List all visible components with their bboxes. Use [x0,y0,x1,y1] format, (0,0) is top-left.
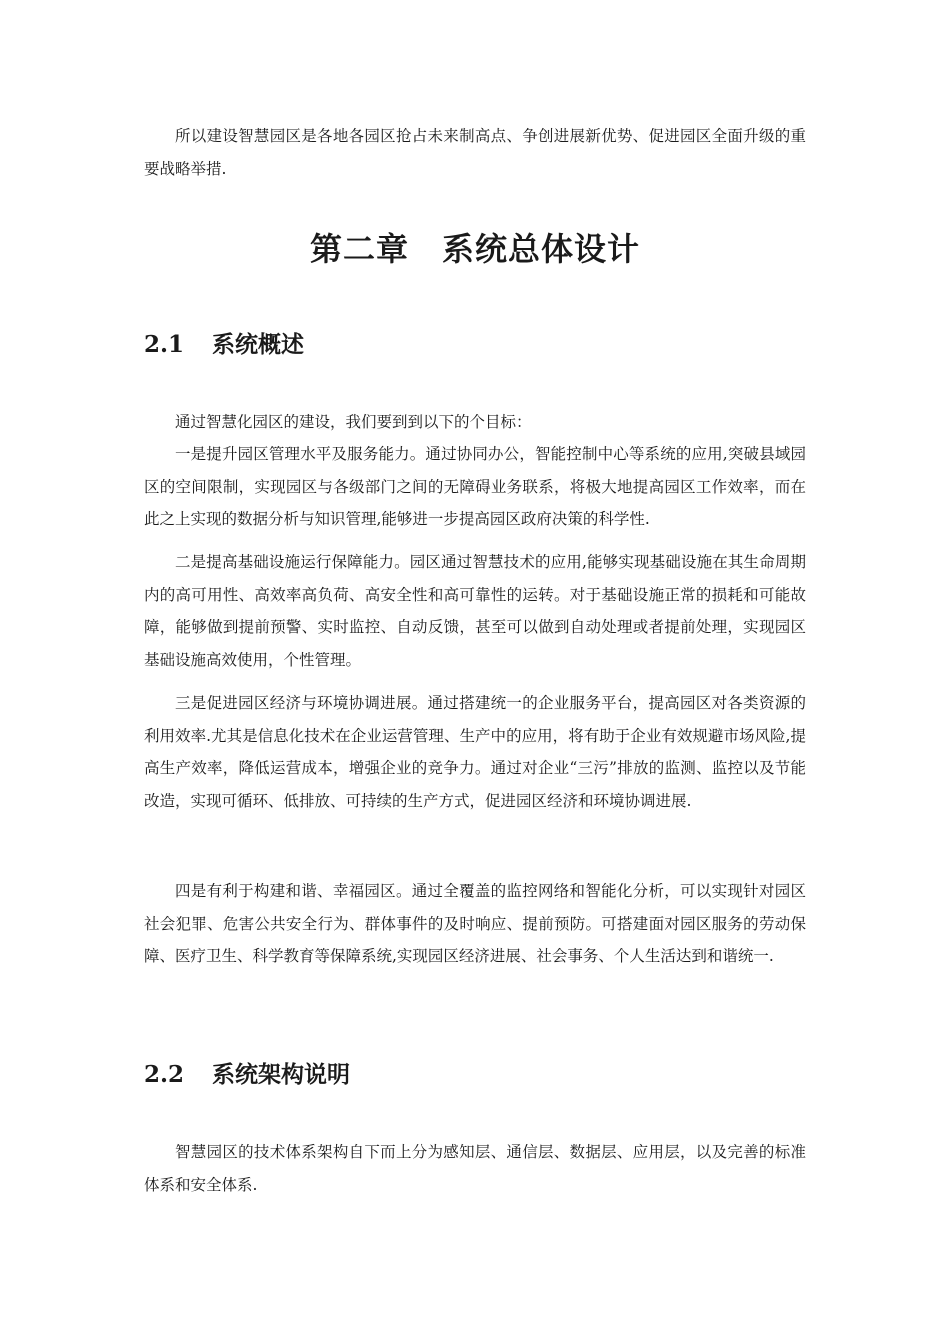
section-number: 2.2 [144,1061,185,1088]
body-paragraph: 智慧园区的技术体系架构自下而上分为感知层、通信层、数据层、应用层，以及完善的标准体系和安全体系. [144,1143,806,1194]
section-heading-2-2 [144,1056,350,1089]
body-paragraph: 二是提高基础设施运行保障能力。园区通过智慧技术的应用,能够实现基础设施在其生命周期内的高可用性、高效率高负荷、高安全性和高可靠性的运转。对于基础设施正常的损耗和可能故障，能够做到提前预警、实时监控、自动反馈，甚至可以做到自动处理或者提前处理，实现园区基础设施高效使用，个性管理。 [144,553,806,669]
body-paragraph: 一是提升园区管理水平及服务能力。通过协同办公，智能控制中心等系统的应用,突破县域园区的空间限制，实现园区与各级部门之间的无障碍业务联系，将极大地提高园区工作效率，而在此之上实现的数据分析与知识管理,能够进一步提高园区政府决策的科学性. [144,445,806,528]
chapter-title: 第二章 系统总体设计 [309,230,640,268]
section-heading-2-1 [144,326,304,359]
body-paragraph: 通过智慧化园区的建设，我们要到到以下的个目标： [175,413,532,431]
intro-paragraph: 所以建设智慧园区是各地各园区抢占未来制高点、争创进展新优势、促进园区全面升级的重要战略举措. [144,127,806,178]
body-paragraph: 四是有利于构建和谐、幸福园区。通过全覆盖的监控网络和智能化分析，可以实现针对园区社会犯罪、危害公共安全行为、群体事件的及时响应、提前预防。可搭建面对园区服务的劳动保障、医疗卫生、科学教育等保障系统,实现园区经济进展、社会事务、个人生活达到和谐统一. [144,882,806,965]
section-title: 系统架构说明 [212,1061,350,1088]
body-paragraph: 三是促进园区经济与环境协调进展。通过搭建统一的企业服务平台，提高园区对各类资源的利用效率.尤其是信息化技术在企业运营管理、生产中的应用，将有助于企业有效规避市场风险,提高生产效率，降低运营成本，增强企业的竞争力。通过对企业“三污”排放的监测、监控以及节能改造，实现可循环、低排放、可持续的生产方式，促进园区经济和环境协调进展. [144,694,806,810]
section-number: 2.1 [144,331,185,358]
section-title: 系统概述 [212,331,304,358]
